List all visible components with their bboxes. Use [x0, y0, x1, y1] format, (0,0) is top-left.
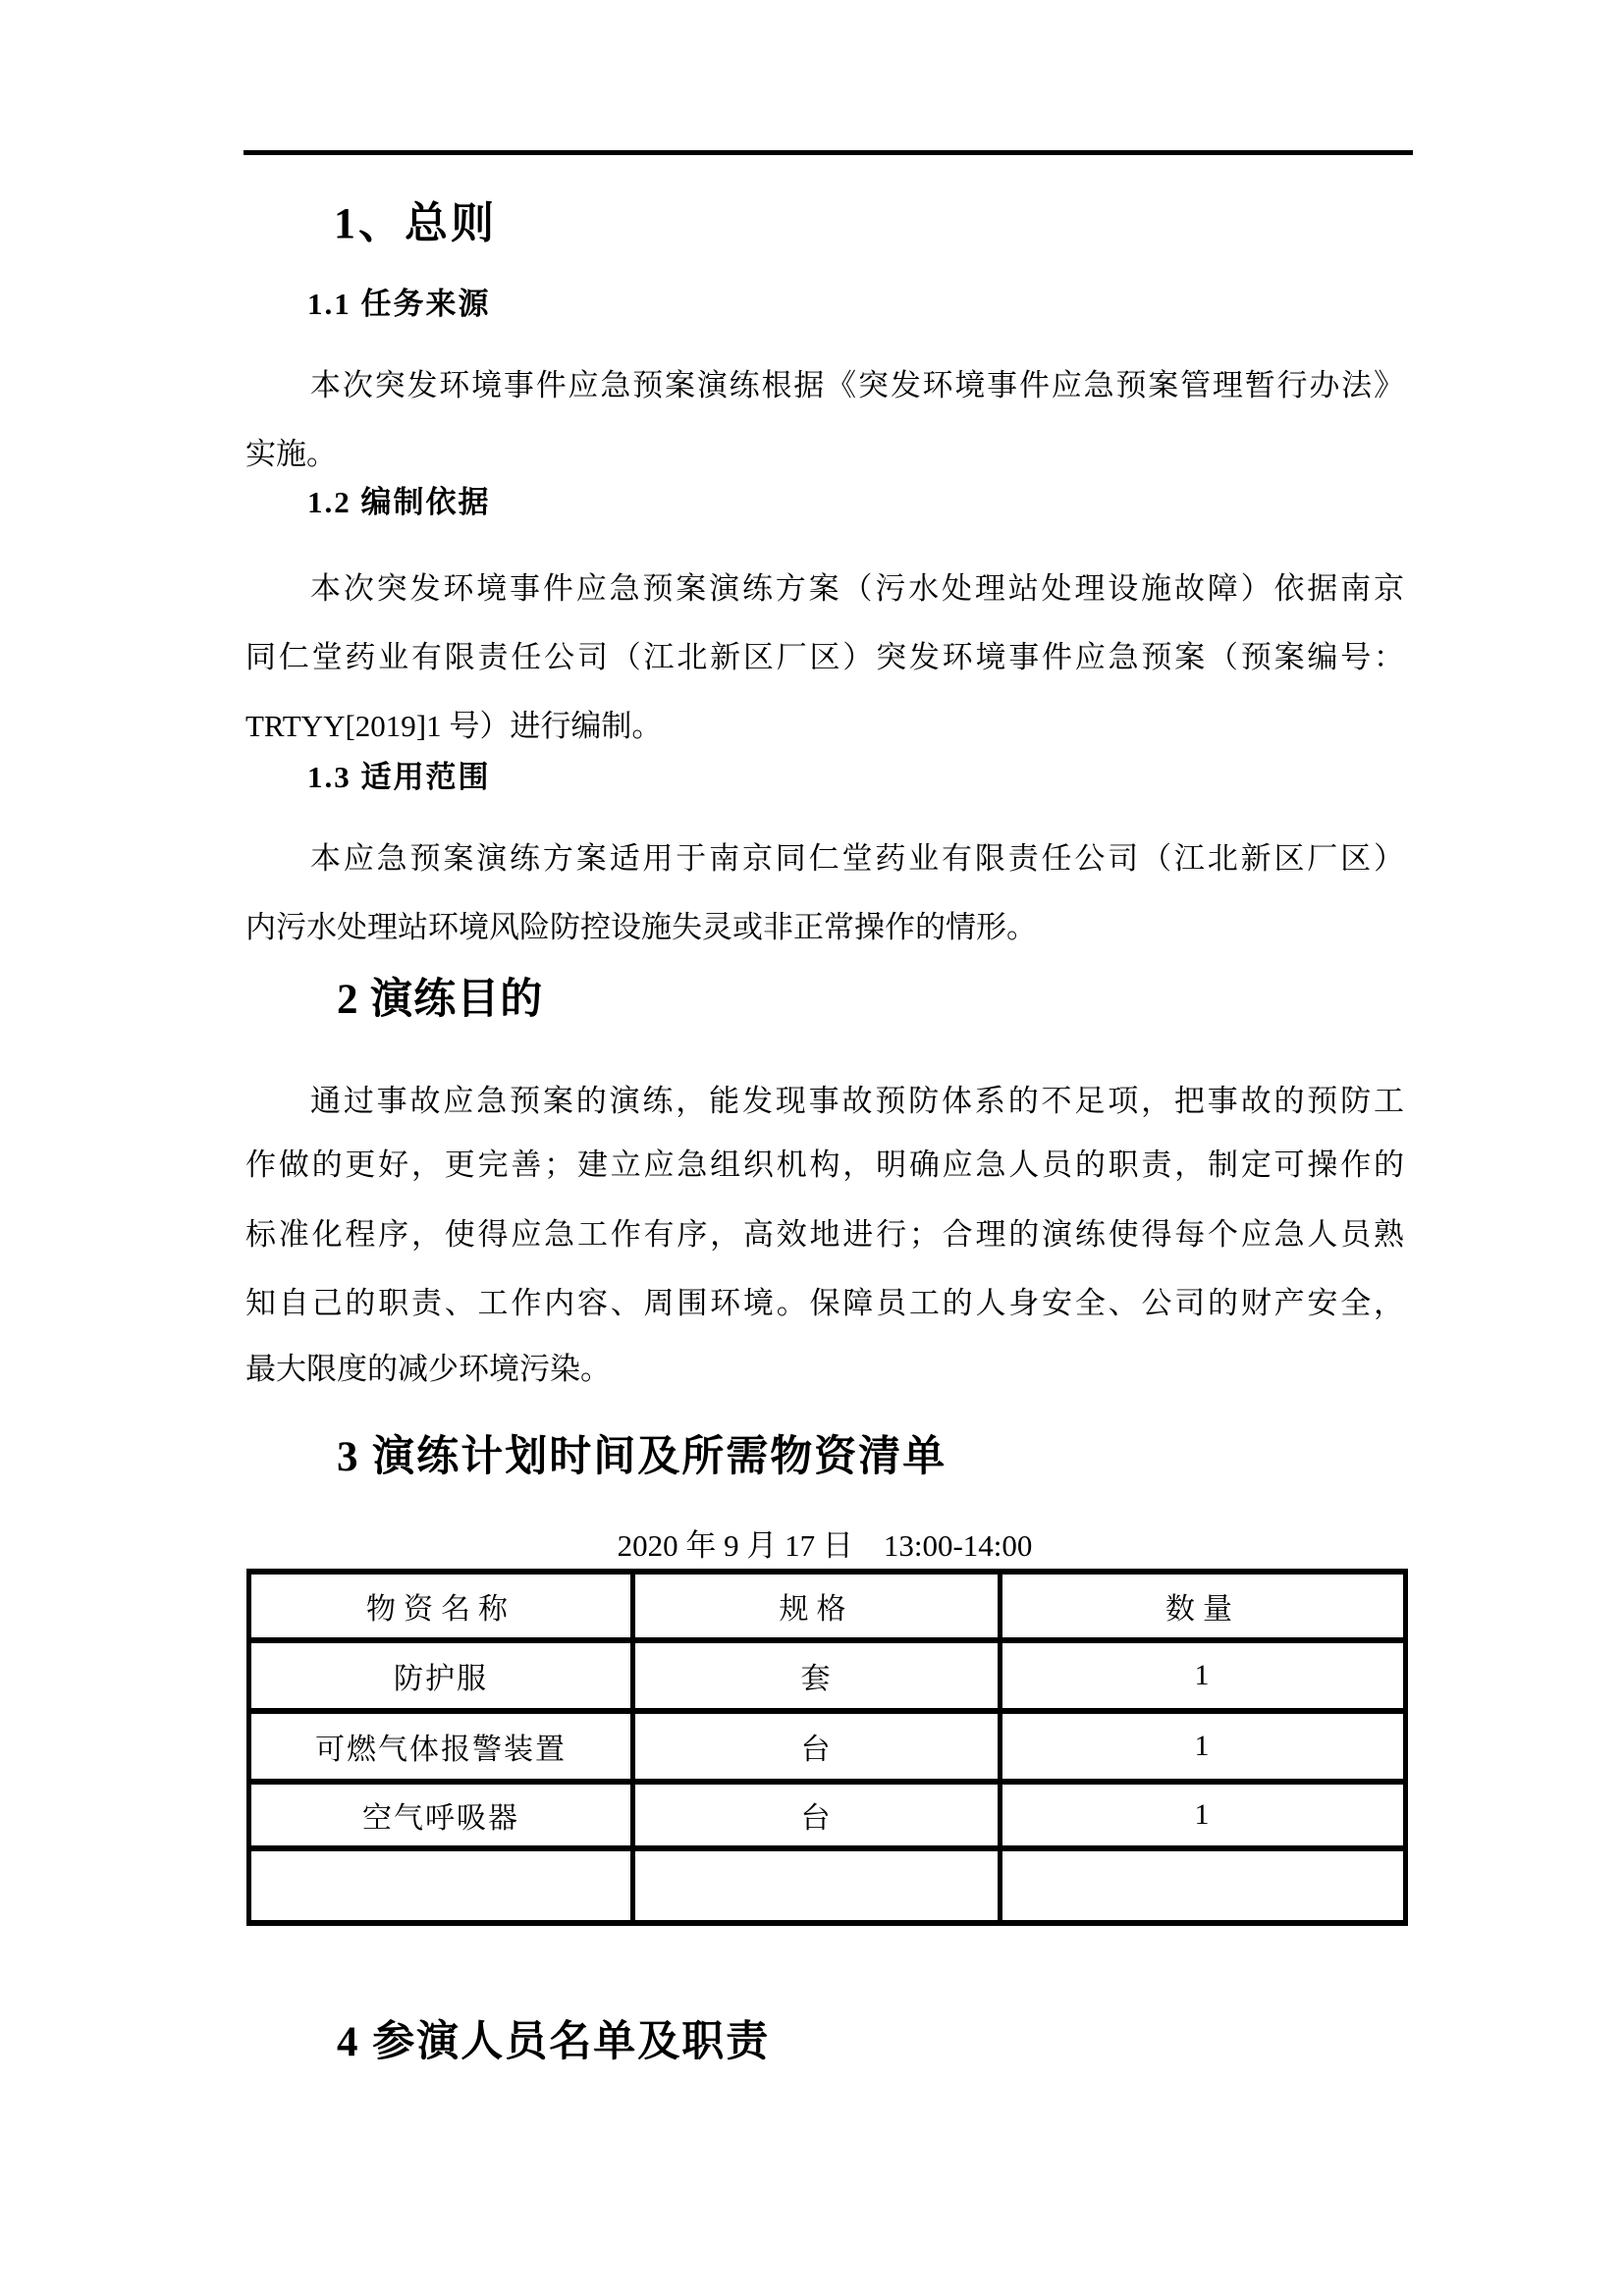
paragraph-line: 本次突发环境事件应急预案演练方案（污水处理站处理设施故障）依据南京 — [310, 571, 1404, 606]
table-cell: 台 — [633, 1711, 1001, 1782]
table-cell: 套 — [633, 1640, 1001, 1711]
drill-date-time: 2020 年 9 月 17 日 13:00-14:00 — [617, 1528, 1033, 1563]
paragraph-line: 本应急预案演练方案适用于南京同仁堂药业有限责任公司（江北新区厂区） — [310, 841, 1404, 876]
table-cell: 防护服 — [249, 1640, 633, 1711]
paragraph-line: 标准化程序，使得应急工作有序，高效地进行；合理的演练使得每个应急人员熟 — [245, 1217, 1404, 1252]
table-row — [249, 1711, 1406, 1782]
heading-drill-schedule-materials: 3 演练计划时间及所需物资清单 — [337, 1434, 947, 1480]
paragraph-line: 通过事故应急预案的演练，能发现事故预防体系的不足项，把事故的预防工 — [310, 1084, 1404, 1118]
table-cell: 台 — [633, 1782, 1001, 1848]
heading-drill-purpose: 2 演练目的 — [337, 977, 544, 1023]
table-cell — [1001, 1848, 1406, 1923]
table-row-empty — [249, 1848, 1406, 1923]
heading-general-provisions: 1、总则 — [334, 199, 497, 247]
table-cell: 可燃气体报警装置 — [249, 1711, 633, 1782]
table-row — [249, 1640, 1406, 1711]
table-cell — [249, 1848, 633, 1923]
paragraph-line: 作做的更好，更完善；建立应急组织机构，明确应急人员的职责，制定可操作的 — [245, 1148, 1404, 1182]
header-specification: 规格 — [633, 1572, 1001, 1640]
table-cell: 1 — [1001, 1711, 1406, 1782]
paragraph-line: 内污水处理站环境风险防控设施失灵或非正常操作的情形。 — [245, 910, 1037, 944]
materials-table — [246, 1569, 1408, 1926]
paragraph-line: 同仁堂药业有限责任公司（江北新区厂区）突发环境事件应急预案（预案编号： — [245, 640, 1404, 674]
header-quantity: 数量 — [1001, 1572, 1406, 1640]
heading-task-source: 1.1 任务来源 — [307, 287, 491, 321]
paragraph-line: 知自己的职责、工作内容、周围环境。保障员工的人身安全、公司的财产安全， — [245, 1286, 1404, 1320]
table-cell: 空气呼吸器 — [249, 1782, 633, 1848]
table-cell: 1 — [1001, 1782, 1406, 1848]
heading-participants-duties: 4 参演人员名单及职责 — [337, 2019, 771, 2065]
heading-compilation-basis: 1.2 编制依据 — [307, 485, 491, 519]
page-header-rule — [244, 150, 1413, 155]
header-material-name: 物资名称 — [249, 1572, 633, 1640]
paragraph-line: 本次突发环境事件应急预案演练根据《突发环境事件应急预案管理暂行办法》 — [310, 368, 1404, 402]
heading-application-scope: 1.3 适用范围 — [307, 760, 491, 794]
table-row — [249, 1782, 1406, 1848]
paragraph-line: 实施。 — [245, 437, 337, 471]
table-cell — [633, 1848, 1001, 1923]
paragraph-line: 最大限度的减少环境污染。 — [245, 1352, 611, 1386]
table-cell: 1 — [1001, 1640, 1406, 1711]
table-header-row — [249, 1572, 1406, 1640]
paragraph-line: TRTYY[2019]1 号）进行编制。 — [245, 709, 663, 743]
